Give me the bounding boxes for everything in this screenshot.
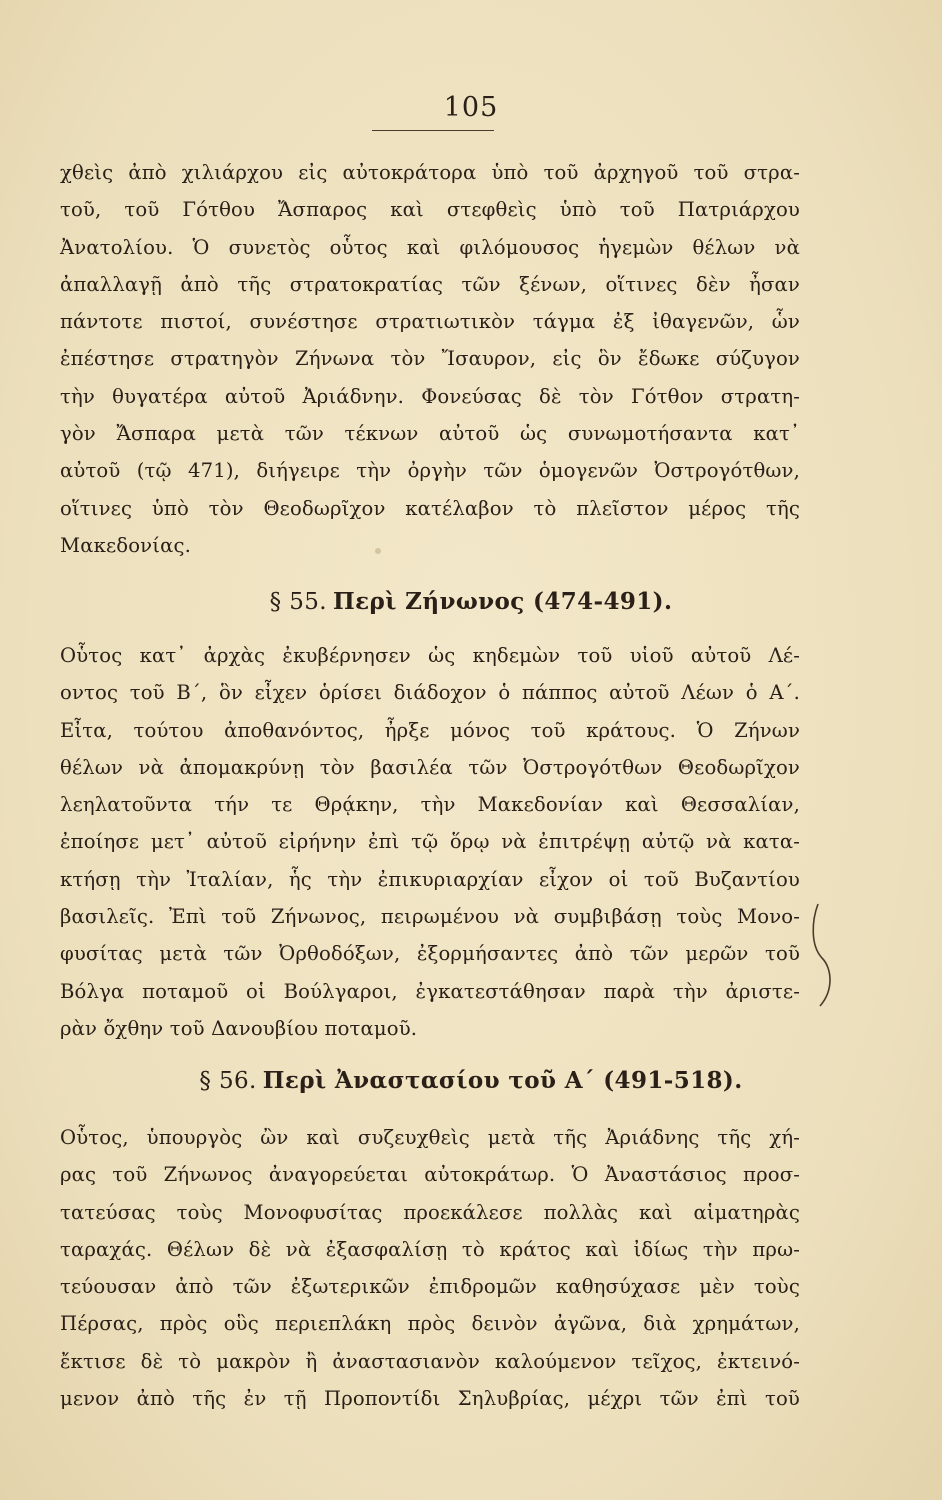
text-line: τοῦ, τοῦ Γότθου Ἄσπαρος καὶ στεφθεὶς ὑπὸ τοῦ Πατριάρχου	[60, 198, 800, 222]
text-line: οἵτινες ὑπὸ τὸν Θεοδωρῖχον κατέλαβον τὸ πλεῖστον μέρος τῆς	[60, 496, 800, 520]
text-line: ἐποίησε μετ᾽ αὐτοῦ εἰρήνην ἐπὶ τῷ ὅρῳ νὰ ἐπιτρέψῃ αὐτῷ νὰ κατα-	[60, 830, 800, 854]
text-line: λεηλατοῦντα τήν τε Θρᾴκην, τὴν Μακεδονίαν καὶ Θεσσαλίαν,	[60, 793, 800, 817]
text-line: ρὰν ὄχθην τοῦ Δανουβίου ποταμοῦ.	[60, 1016, 418, 1040]
page-number: 105	[443, 92, 499, 123]
section-heading-55	[0, 588, 942, 615]
text-line: οντος τοῦ Β´, ὃν εἶχεν ὁρίσει διάδοχον ὁ πάππος αὐτοῦ Λέων ὁ Α´.	[60, 681, 800, 705]
text-line: ταραχάς. Θέλων δὲ νὰ ἐξασφαλίσῃ τὸ κράτος καὶ ἰδίως τὴν πρω-	[60, 1237, 800, 1261]
text-line: ἔκτισε δὲ τὸ μακρὸν ἢ ἀναστασιανὸν καλούμενον τεῖχος, ἐκτεινό-	[60, 1349, 800, 1373]
text-line: τὴν θυγατέρα αὐτοῦ Ἀριάδνην. Φονεύσας δὲ τὸν Γότθον στρατη-	[60, 384, 800, 408]
text-line: μενον ἀπὸ τῆς ἐν τῇ Προποντίδι Σηλυβρίας, μέχρι τῶν ἐπὶ τοῦ	[60, 1387, 800, 1411]
text-line: ἀπαλλαγῇ ἀπὸ τῆς στρατοκρατίας τῶν ξένων, οἵτινες δὲν ἦσαν	[60, 272, 800, 296]
text-line: Οὗτος, ὑπουργὸς ὢν καὶ συζευχθεὶς μετὰ τῆς Ἀριάδνης τῆς χή-	[60, 1126, 800, 1149]
paragraph-2	[60, 637, 800, 1047]
header-rule	[372, 130, 494, 131]
text-line: Οὗτος κατ᾽ ἀρχὰς ἐκυβέρνησεν ὡς κηδεμὼν τοῦ υἱοῦ αὐτοῦ Λέ-	[60, 644, 800, 667]
section-number: § 56.	[199, 1068, 257, 1094]
paragraph-3	[60, 1119, 800, 1417]
text-line: Πέρσας, πρὸς οὓς περιεπλάκη πρὸς δεινὸν ἀγῶνα, διὰ χρημάτων,	[60, 1312, 800, 1336]
text-line: τεύουσαν ἀπὸ τῶν ἐξωτερικῶν ἐπιδρομῶν καθησύχασε μὲν τοὺς	[60, 1275, 800, 1299]
text-line: γὸν Ἄσπαρα μετὰ τῶν τέκνων αὐτοῦ ὡς συνωμοτήσαντα κατ᾽	[60, 422, 800, 446]
text-line: ἐπέστησε στρατηγὸν Ζήνωνα τὸν Ἴσαυρον, εἰς ὃν ἔδωκε σύζυγον	[60, 347, 800, 371]
text-line: Ἀνατολίου. Ὁ συνετὸς οὗτος καὶ φιλόμουσος ἡγεμὼν θέλων νὰ	[60, 235, 800, 259]
ink-spot	[375, 548, 381, 554]
section-title: Περὶ Ἀναστασίου τοῦ Α´ (491-518).	[262, 1067, 743, 1094]
text-line: πάντοτε πιστοί, συνέστησε στρατιωτικὸν τάγμα ἐξ ἰθαγενῶν, ὧν	[60, 310, 800, 334]
text-line: Βόλγα ποταμοῦ οἱ Βούλγαροι, ἐγκατεστάθησαν παρὰ τὴν ἀριστε-	[60, 979, 800, 1003]
handwritten-bracket-mark	[808, 900, 838, 1010]
text-line: Μακεδονίας.	[60, 533, 191, 557]
text-line: θέλων νὰ ἀπομακρύνῃ τὸν βασιλέα τῶν Ὀστρογότθων Θεοδωρῖχον	[60, 755, 800, 779]
text-line: φυσίτας μετὰ τῶν Ὀρθοδόξων, ἐξορμήσαντες ἀπὸ τῶν μερῶν τοῦ	[60, 942, 800, 966]
section-heading-56	[0, 1067, 942, 1094]
text-line: κτήσῃ τὴν Ἰταλίαν, ἧς τὴν ἐπικυριαρχίαν εἶχον οἱ τοῦ Βυζαντίου	[60, 867, 800, 891]
section-number: § 55.	[269, 589, 328, 615]
paragraph-1	[60, 154, 800, 564]
text-line: Εἶτα, τούτου ἀποθανόντος, ἦρξε μόνος τοῦ κράτους. Ὁ Ζήνων	[60, 718, 800, 742]
text-line: χθεὶς ἀπὸ χιλιάρχου εἰς αὐτοκράτορα ὑπὸ τοῦ ἀρχηγοῦ τοῦ στρα-	[60, 161, 800, 184]
text-line: αὐτοῦ (τῷ 471), διήγειρε τὴν ὀργὴν τῶν ὁμογενῶν Ὀστρογότθων,	[60, 459, 800, 483]
section-title: Περὶ Ζήνωνος (474-491).	[333, 588, 673, 615]
text-line: τατεύσας τοὺς Μονοφυσίτας προεκάλεσε πολλὰς καὶ αἱματηρὰς	[60, 1200, 800, 1224]
text-line: βασιλεῖς. Ἐπὶ τοῦ Ζήνωνος, πειρωμένου νὰ συμβιβάσῃ τοὺς Μονο-	[60, 905, 800, 929]
text-line: ρας τοῦ Ζήνωνος ἀναγορεύεται αὐτοκράτωρ. Ὁ Ἀναστάσιος προσ-	[60, 1163, 800, 1187]
